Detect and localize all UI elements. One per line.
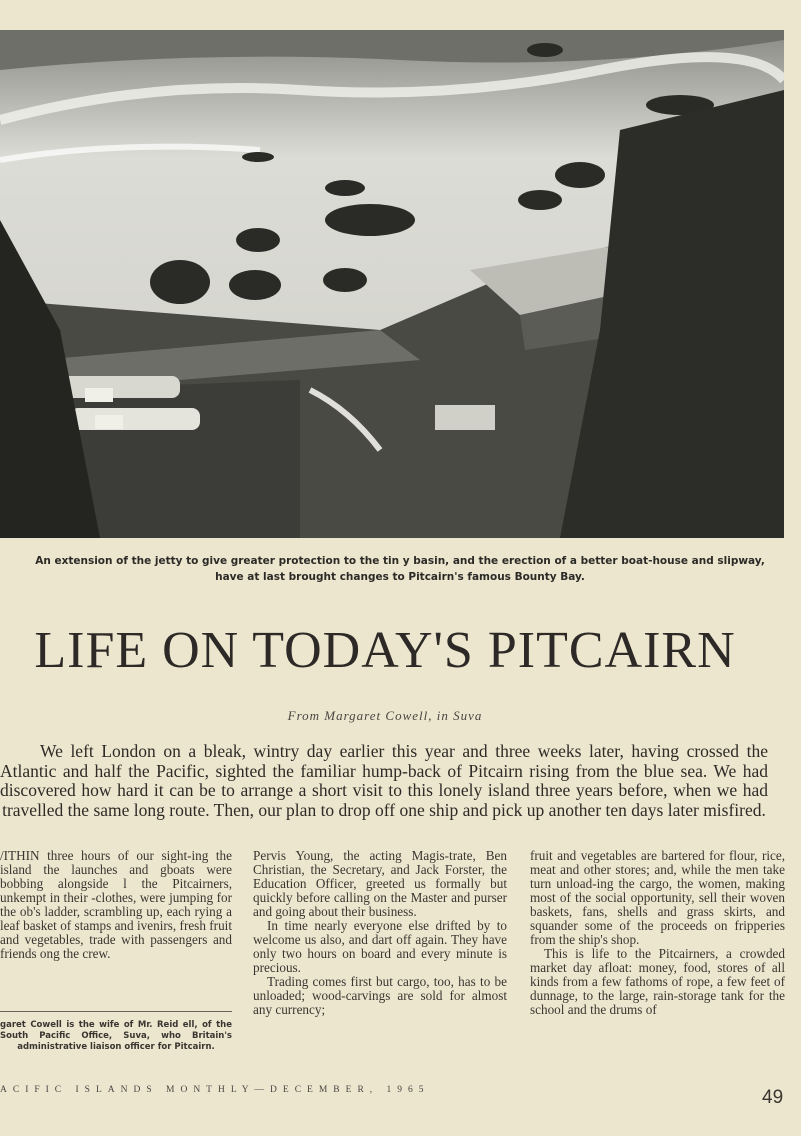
caption-line-1: An extension of the jetty to give greater protection to the tin y basin, and the erection of a better boat-house and slipway, [35, 555, 765, 567]
article-title: LIFE ON TODAY'S PITCAIRN [34, 622, 736, 679]
column-3-paragraph-1: fruit and vegetables are bartered for flour, rice, meat and other stores; and, while the men take turn unload-ing the cargo, the women, making most of the social opportunity, sell their woven baskets, fans, shells and grass skirts, and squander some of the proceeds on fripperies from the ship's shop. [530, 848, 785, 947]
caption-line-2: have at last brought changes to Pitcairn's famous Bounty Bay. [215, 571, 585, 583]
column-1 [0, 849, 232, 961]
column-3 [530, 849, 785, 1017]
photo-caption [8, 553, 792, 585]
page-number: 49 [762, 1087, 784, 1108]
column-2-paragraph-3: Trading comes first but cargo, too, has to be unloaded; wood-carvings are sold for almost any currency; [253, 974, 507, 1017]
column-3-paragraph-2: This is life to the Pitcairners, a crowded market day afloat: money, food, stores of all kinds from a few fathoms of rope, a few feet of dunnage, to the large, rain-storage tank for the school and the drums of [530, 946, 785, 1017]
bounty-bay-photo [0, 30, 784, 538]
article-byline: From Margaret Cowell, in Suva [287, 708, 483, 723]
column-2-paragraph-1: Pervis Young, the acting Magis-trate, Ben Christian, the Secretary, and Jack Forster, the Education Officer, greeted us formally but quickly before calling on the Master and purser and going about their business. [253, 848, 507, 919]
article-intro: We left London on a bleak, wintry day earlier this year and three weeks later, having crossed the Atlantic and half the Pacific, sighted the familiar hump-back of Pitcairn rising from the blue sea. We had discovered how hard it can be to arrange a short visit to this lonely island three years before, when we had travelled the same long route. Then, our plan to drop off one ship and pick up another ten days later misfired. [0, 741, 768, 820]
note-divider [0, 1011, 232, 1012]
author-note: garet Cowell is the wife of Mr. Reid ell, of the South Pacific Office, Suva, who Britain's administrative liaison officer for Pitcairn. [0, 1020, 232, 1052]
running-footer: ACIFIC ISLANDS MONTHLY—DECEMBER, 1965 [0, 1085, 430, 1095]
column-2 [253, 849, 507, 1017]
bay-photo-icon [0, 30, 784, 538]
column-2-paragraph-2: In time nearly everyone else drifted by to welcome us also, and dart off again. They have only two hours on board and every minute is precious. [253, 918, 507, 975]
column-1-paragraph: /ITHIN three hours of our sight-ing the island the launches and gboats were bobbing alongside l the Pitcairners, unkempt in their -clothes, were jumping for the ob's ladder, scrambling up, each rying a leaf basket of stamps and ivenirs, fresh fruit and vegetables, trade with passengers and friends ong the crew. [0, 848, 232, 961]
